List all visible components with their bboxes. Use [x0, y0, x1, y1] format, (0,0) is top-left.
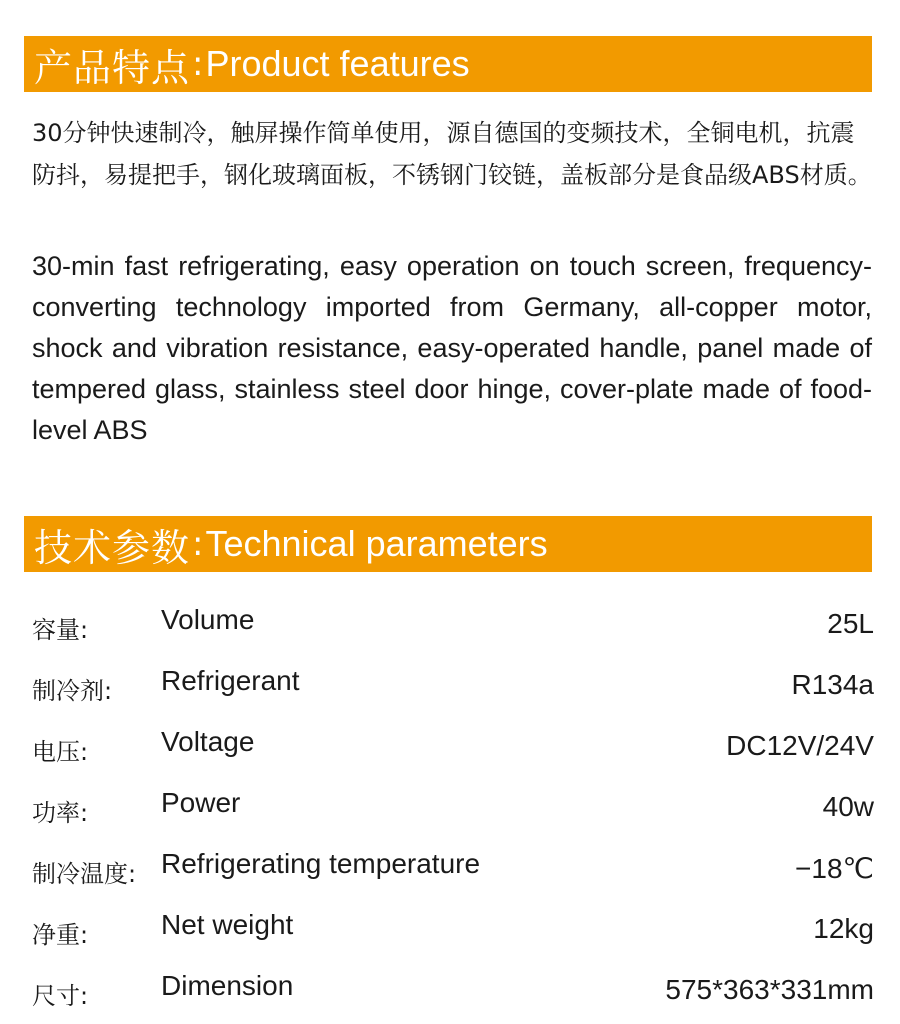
param-label-en: Dimension	[161, 970, 294, 1001]
param-row-voltage	[32, 726, 874, 766]
param-label-cn: 制冷温度:	[32, 860, 137, 888]
param-row-volume	[32, 604, 874, 644]
param-row-refrigerating-temperature	[32, 848, 874, 888]
product-features-title-en: Product features	[205, 43, 470, 84]
product-features-title-cn: 产品特点	[34, 45, 191, 90]
param-label-cn: 电压:	[32, 738, 89, 766]
param-value: 25L	[827, 608, 874, 639]
param-row-net-weight	[32, 909, 874, 949]
param-label-cn: 功率:	[32, 799, 89, 827]
product-features-description-cn: 30分钟快速制冷，触屏操作简单使用，源自德国的变频技术，全铜电机，抗震防抖，易提把手，钢化玻璃面板，不锈钢门铰链，盖板部分是食品级ABS材质。	[32, 119, 872, 189]
param-label-en: Power	[161, 787, 241, 818]
product-features-description-en: 30-min fast refrigerating, easy operation on touch screen, frequency-converting technology imported from Germany, all-copper motor, shock and vibration resistance, easy-operated handle, panel made of tempered glass, stainless steel door hinge, cover-plate made of food-level ABS	[32, 251, 872, 445]
param-value: R134a	[791, 669, 874, 700]
param-label-en: Net weight	[161, 909, 294, 940]
technical-parameters-colon: :	[192, 524, 204, 564]
param-label-en: Volume	[161, 604, 255, 635]
product-features-header	[24, 36, 872, 92]
technical-parameters-title-cn: 技术参数	[34, 525, 191, 570]
param-row-refrigerant	[32, 665, 874, 705]
param-value: 575*363*331mm	[665, 974, 874, 1005]
param-row-power	[32, 787, 874, 827]
param-value: −18℃	[795, 853, 874, 884]
technical-parameters-title-en: Technical parameters	[205, 523, 548, 564]
param-value: 12kg	[813, 913, 874, 944]
param-label-cn: 尺寸:	[32, 982, 89, 1010]
param-row-dimension	[32, 970, 874, 1010]
param-label-cn: 制冷剂:	[32, 677, 113, 705]
param-value: DC12V/24V	[726, 730, 874, 761]
technical-parameters-header	[24, 516, 872, 572]
param-label-cn: 净重:	[32, 921, 89, 949]
param-value: 40w	[822, 791, 874, 822]
param-label-en: Voltage	[161, 726, 255, 757]
param-label-en: Refrigerating temperature	[161, 848, 481, 879]
param-label-cn: 容量:	[32, 616, 89, 644]
param-label-en: Refrigerant	[161, 665, 300, 696]
product-features-colon: :	[192, 44, 204, 84]
